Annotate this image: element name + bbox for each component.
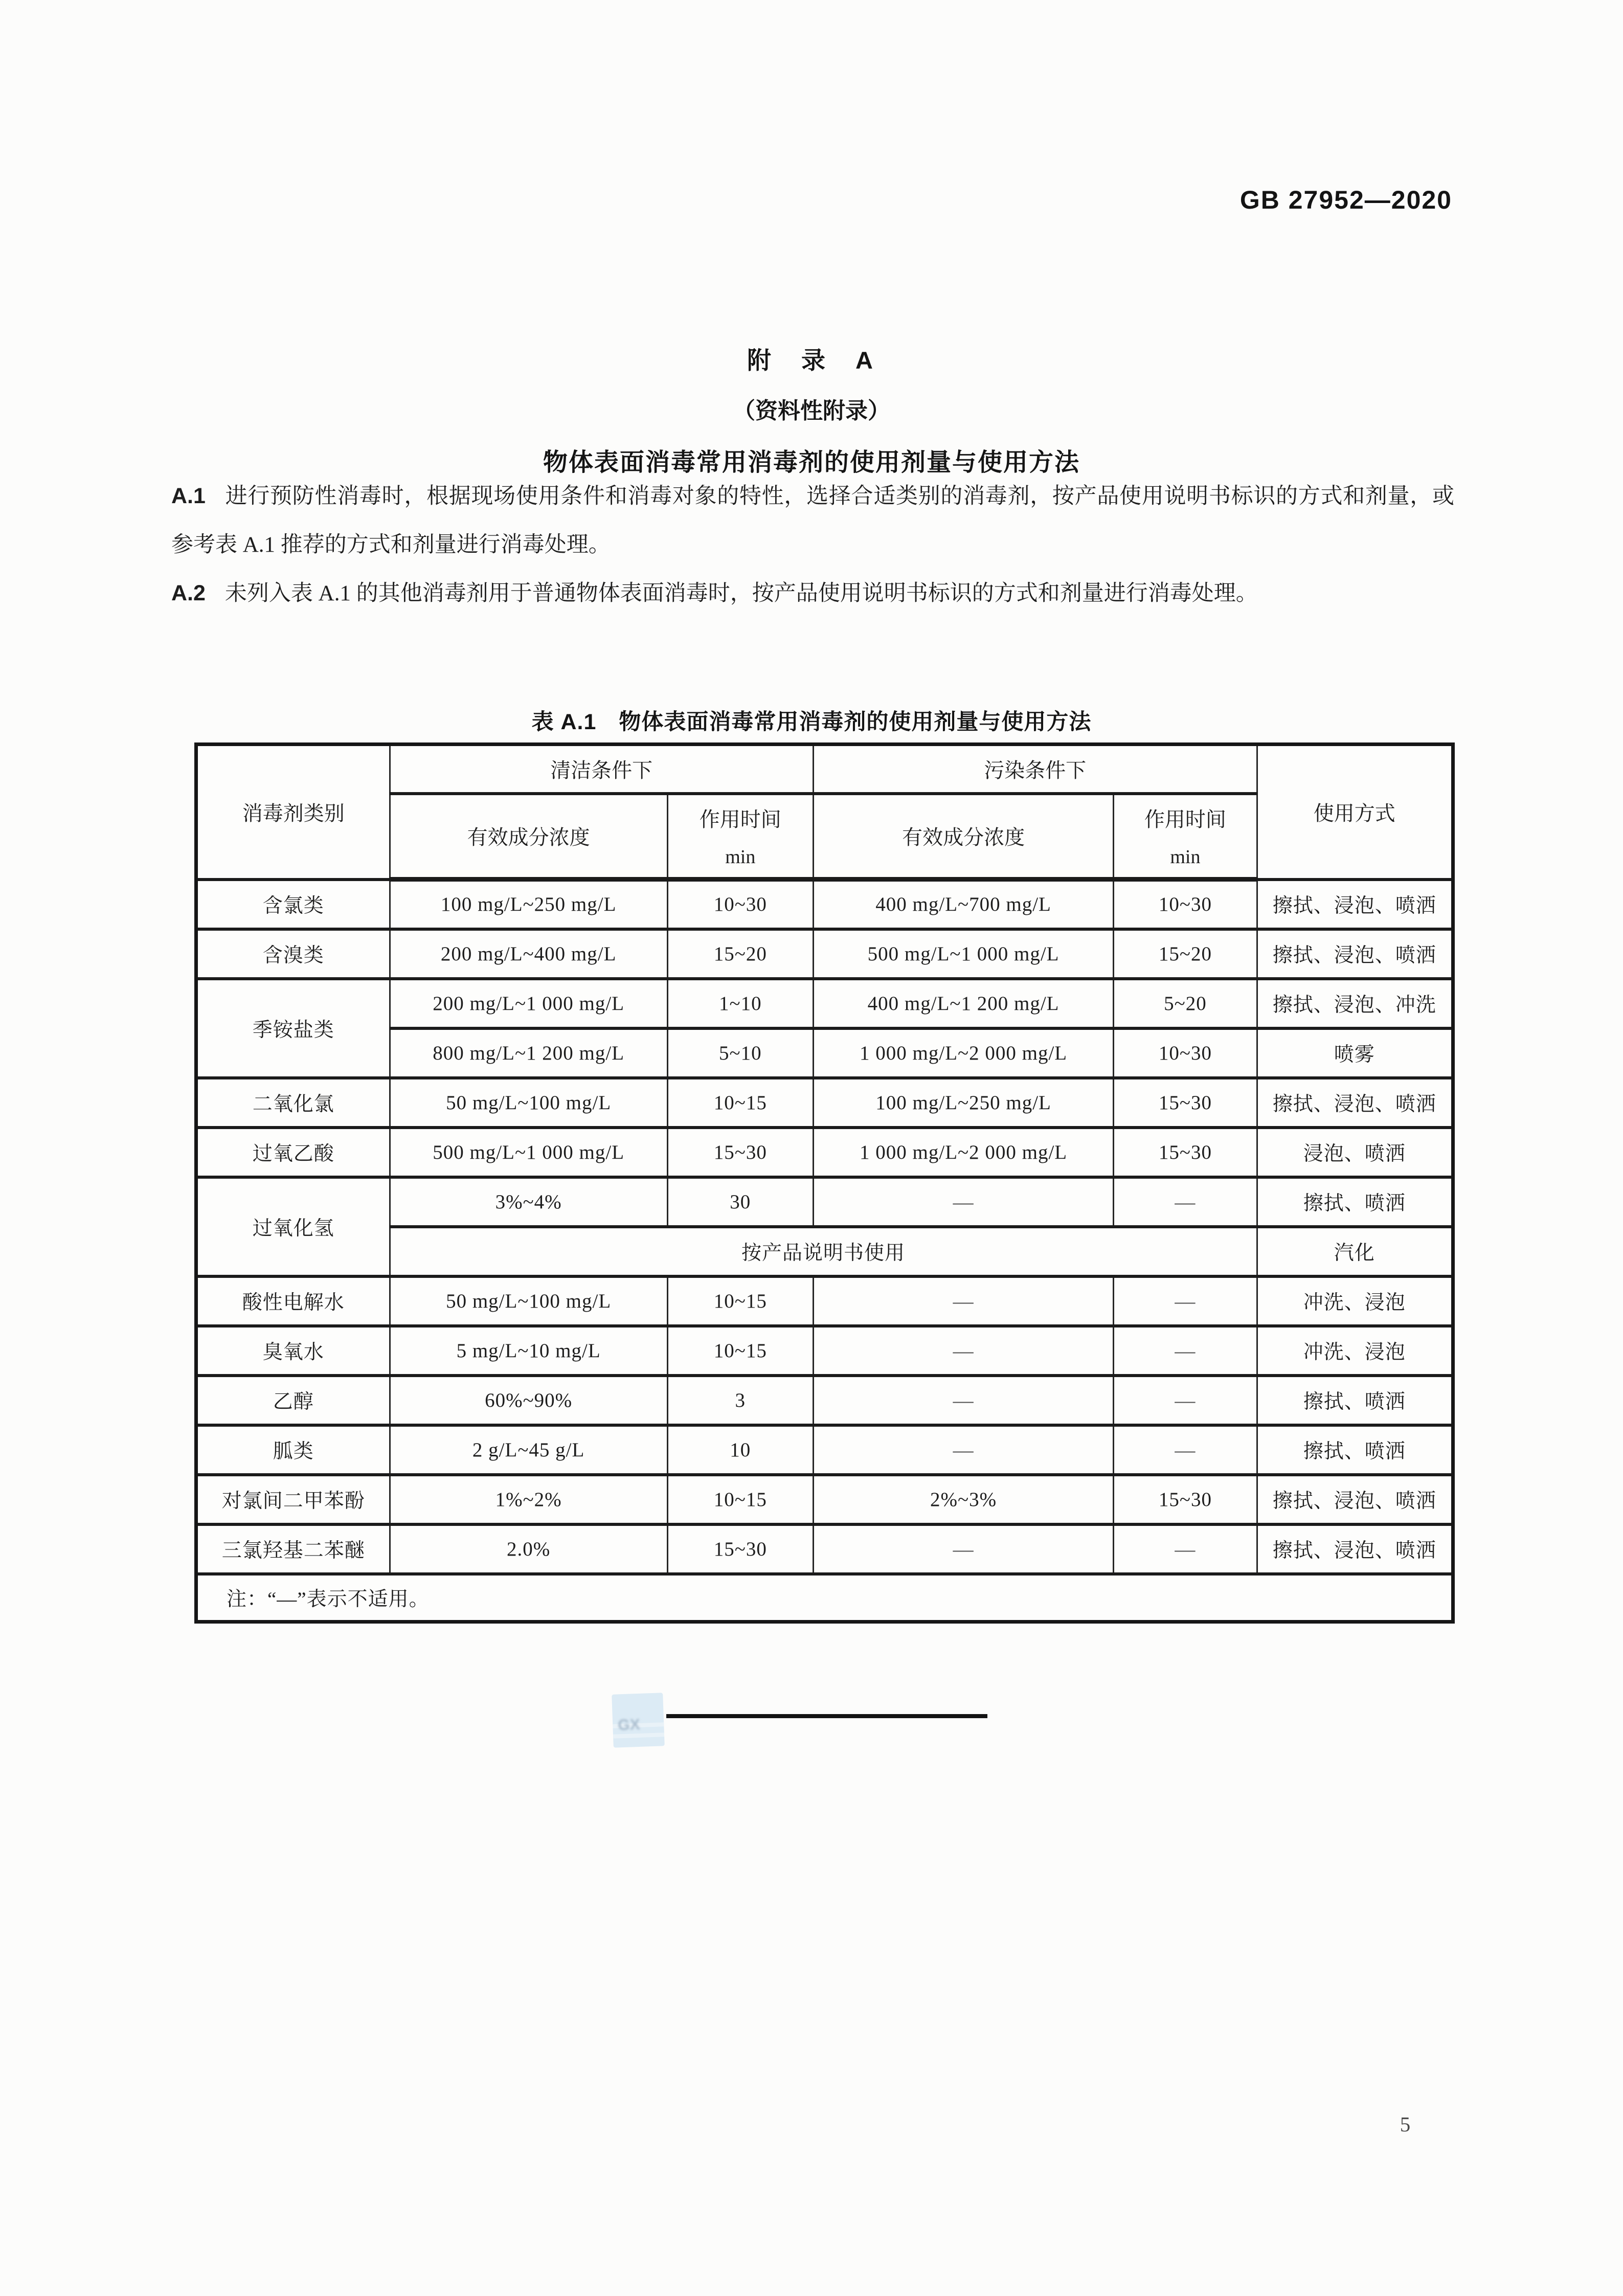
header-time-polluted-unit: min xyxy=(1170,846,1201,868)
table-cell: 15~30 xyxy=(667,1524,813,1574)
table-cell: 喷雾 xyxy=(1257,1028,1453,1078)
table-cell: 3 xyxy=(667,1376,813,1425)
table-cell: 2%~3% xyxy=(813,1475,1113,1524)
table-cell: 按产品说明书使用 xyxy=(390,1227,1257,1276)
table-row xyxy=(196,979,1453,1028)
table-cell: 10~15 xyxy=(667,1276,813,1326)
table-cell: 60%~90% xyxy=(390,1376,667,1425)
header-group-clean: 清洁条件下 xyxy=(390,745,813,794)
table-cell: 3%~4% xyxy=(390,1177,667,1227)
table-caption: 表 A.1 物体表面消毒常用消毒剂的使用剂量与使用方法 xyxy=(531,710,1092,734)
table-cell: 10~30 xyxy=(1114,1028,1257,1078)
table-cell: 15~20 xyxy=(1114,929,1257,979)
header-time-polluted xyxy=(1114,794,1257,880)
table-cell: 500 mg/L~1 000 mg/L xyxy=(813,929,1113,979)
table-cell: 2 g/L~45 g/L xyxy=(390,1425,667,1475)
appendix-title: 附 录 A xyxy=(747,347,876,374)
table-row xyxy=(196,1128,1453,1177)
table-cell: 二氧化氯 xyxy=(196,1078,390,1128)
table-cell: 15~30 xyxy=(1114,1128,1257,1177)
table-cell: 擦拭、浸泡、喷洒 xyxy=(1257,1524,1453,1574)
table-cell: — xyxy=(1114,1425,1257,1475)
watermark-text: GX xyxy=(617,1716,641,1734)
table-row xyxy=(196,1524,1453,1574)
standard-number: GB 27952—2020 xyxy=(1239,186,1452,214)
header-time-clean-line1: 作用时间 xyxy=(699,808,781,831)
table-cell: 15~30 xyxy=(1114,1475,1257,1524)
table-cell: 5~20 xyxy=(1114,979,1257,1028)
paragraph-a2 xyxy=(171,569,1454,618)
table-cell: 季铵盐类 xyxy=(196,979,390,1078)
table-cell: — xyxy=(813,1376,1113,1425)
table-cell: 含溴类 xyxy=(196,929,390,979)
table-row xyxy=(196,1177,1453,1227)
table-cell: — xyxy=(1114,1376,1257,1425)
table-cell: — xyxy=(1114,1177,1257,1227)
table-cell: 30 xyxy=(667,1177,813,1227)
table-cell: 胍类 xyxy=(196,1425,390,1475)
header-concentration-polluted xyxy=(813,794,1113,880)
header-method: 使用方式 xyxy=(1257,745,1453,880)
scan-stamp-watermark xyxy=(612,1693,665,1747)
table-cell: 擦拭、浸泡、喷洒 xyxy=(1257,1078,1453,1128)
table-cell: 冲洗、浸泡 xyxy=(1257,1276,1453,1326)
table-row xyxy=(196,1276,1453,1326)
body-paragraphs xyxy=(171,472,1454,618)
paragraph-a1-label: A.1 xyxy=(171,484,206,508)
table-cell: 200 mg/L~1 000 mg/L xyxy=(390,979,667,1028)
header-time-polluted-line1: 作用时间 xyxy=(1144,808,1226,831)
table-cell: 10~15 xyxy=(667,1326,813,1376)
table-cell: 冲洗、浸泡 xyxy=(1257,1326,1453,1376)
table-cell: 10~30 xyxy=(1114,880,1257,929)
table-row xyxy=(196,1326,1453,1376)
table-cell: 1 000 mg/L~2 000 mg/L xyxy=(813,1128,1113,1177)
appendix-subtitle: （资料性附录） xyxy=(733,398,890,423)
table-cell: — xyxy=(813,1524,1113,1574)
header-concentration-clean-text: 有效成分浓度 xyxy=(467,826,590,849)
table-row xyxy=(196,880,1453,929)
header-concentration-clean xyxy=(390,794,667,880)
header-category: 消毒剂类别 xyxy=(196,745,390,880)
end-of-document-rule xyxy=(666,1714,987,1718)
table-body xyxy=(196,880,1453,1622)
table-cell: — xyxy=(1114,1524,1257,1574)
table-cell: 10 xyxy=(667,1425,813,1475)
appendix-heading: 物体表面消毒常用消毒剂的使用剂量与使用方法 xyxy=(543,449,1080,476)
table-cell: 15~20 xyxy=(667,929,813,979)
table-cell: 50 mg/L~100 mg/L xyxy=(390,1276,667,1326)
table-cell: 400 mg/L~700 mg/L xyxy=(813,880,1113,929)
table-header xyxy=(196,745,1453,880)
disinfectant-table xyxy=(194,742,1455,1624)
table-row xyxy=(196,1376,1453,1425)
table-cell: 擦拭、浸泡、冲洗 xyxy=(1257,979,1453,1028)
table-cell: — xyxy=(1114,1276,1257,1326)
table-note: 注：“—”表示不适用。 xyxy=(196,1574,1453,1622)
table-cell: 500 mg/L~1 000 mg/L xyxy=(390,1128,667,1177)
table-cell: — xyxy=(813,1276,1113,1326)
table-cell: 1~10 xyxy=(667,979,813,1028)
table-cell: 15~30 xyxy=(667,1128,813,1177)
paragraph-a1-text: 进行预防性消毒时，根据现场使用条件和消毒对象的特性，选择合适类别的消毒剂，按产品使用说明书标识的方式和剂量，或参考表 A.1 推荐的方式和剂量进行消毒处理。 xyxy=(171,484,1454,557)
page-number: 5 xyxy=(1400,2112,1411,2136)
table-cell: 1 000 mg/L~2 000 mg/L xyxy=(813,1028,1113,1078)
table-cell: 5 mg/L~10 mg/L xyxy=(390,1326,667,1376)
table-cell: 100 mg/L~250 mg/L xyxy=(813,1078,1113,1128)
table-cell: 擦拭、喷洒 xyxy=(1257,1376,1453,1425)
table-cell: 擦拭、喷洒 xyxy=(1257,1425,1453,1475)
table-cell: — xyxy=(813,1425,1113,1475)
table-cell: 1%~2% xyxy=(390,1475,667,1524)
table-row xyxy=(196,929,1453,979)
paragraph-a2-label: A.2 xyxy=(171,581,206,605)
table-cell: 乙醇 xyxy=(196,1376,390,1425)
header-time-clean xyxy=(667,794,813,880)
table-cell: 过氧化氢 xyxy=(196,1177,390,1276)
paragraph-a1 xyxy=(171,472,1454,569)
table-cell: 50 mg/L~100 mg/L xyxy=(390,1078,667,1128)
table-cell: 三氯羟基二苯醚 xyxy=(196,1524,390,1574)
header-concentration-polluted-text: 有效成分浓度 xyxy=(902,826,1025,849)
table-cell: 擦拭、浸泡、喷洒 xyxy=(1257,880,1453,929)
table-cell: — xyxy=(1114,1326,1257,1376)
table-cell: 5~10 xyxy=(667,1028,813,1078)
table-cell: 过氧乙酸 xyxy=(196,1128,390,1177)
paragraph-a2-text: 未列入表 A.1 的其他消毒剂用于普通物体表面消毒时，按产品使用说明书标识的方式和剂量进行消毒处理。 xyxy=(224,581,1258,605)
table-cell: 800 mg/L~1 200 mg/L xyxy=(390,1028,667,1078)
table-cell: 100 mg/L~250 mg/L xyxy=(390,880,667,929)
table-cell: — xyxy=(813,1326,1113,1376)
table-cell: 15~30 xyxy=(1114,1078,1257,1128)
table-row xyxy=(196,1078,1453,1128)
table-cell: 臭氧水 xyxy=(196,1326,390,1376)
appendix-header xyxy=(0,342,1623,478)
table-cell: 浸泡、喷洒 xyxy=(1257,1128,1453,1177)
table-cell: 擦拭、浸泡、喷洒 xyxy=(1257,929,1453,979)
header-group-polluted: 污染条件下 xyxy=(813,745,1257,794)
table-cell: 对氯间二甲苯酚 xyxy=(196,1475,390,1524)
table-cell: 擦拭、喷洒 xyxy=(1257,1177,1453,1227)
table-cell: 10~30 xyxy=(667,880,813,929)
table-cell: 2.0% xyxy=(390,1524,667,1574)
header-time-clean-unit: min xyxy=(725,846,756,868)
table-note-row xyxy=(196,1574,1453,1622)
table-cell: 10~15 xyxy=(667,1078,813,1128)
table-row xyxy=(196,1475,1453,1524)
table-cell: 200 mg/L~400 mg/L xyxy=(390,929,667,979)
table-cell: 10~15 xyxy=(667,1475,813,1524)
table-cell: 汽化 xyxy=(1257,1227,1453,1276)
table-row xyxy=(196,1425,1453,1475)
table-cell: 含氯类 xyxy=(196,880,390,929)
table-cell: — xyxy=(813,1177,1113,1227)
table-cell: 擦拭、浸泡、喷洒 xyxy=(1257,1475,1453,1524)
table-cell: 400 mg/L~1 200 mg/L xyxy=(813,979,1113,1028)
table-cell: 酸性电解水 xyxy=(196,1276,390,1326)
